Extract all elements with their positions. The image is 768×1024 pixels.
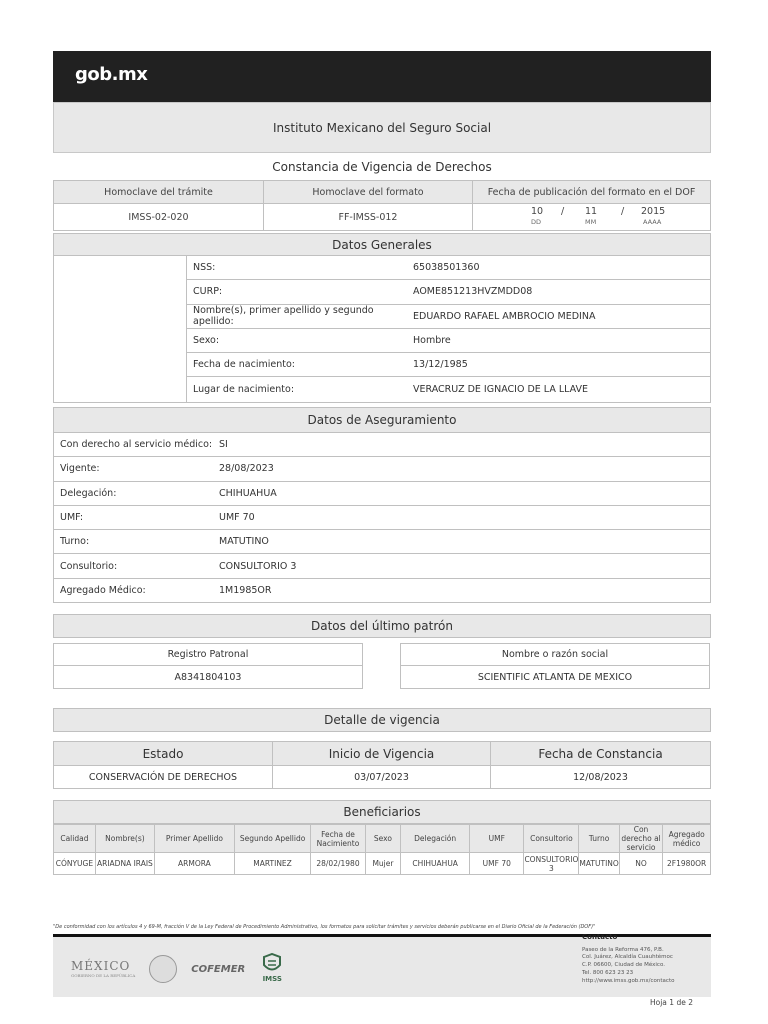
date-mm-label: MM bbox=[585, 218, 597, 226]
mexico-logo-subtitle: GOBIERNO DE LA REPÚBLICA bbox=[71, 973, 136, 978]
value-fecha-constancia: 12/08/2023 bbox=[491, 766, 711, 789]
registro-patronal-value: A8341804103 bbox=[53, 666, 363, 689]
logo-tld: mx bbox=[117, 64, 148, 85]
imss-eagle-icon bbox=[261, 953, 283, 975]
beneficiarios-header-cell: Fecha de Nacimiento bbox=[311, 825, 366, 853]
beneficiarios-cell: MARTINEZ bbox=[234, 853, 310, 875]
header-inicio-vigencia: Inicio de Vigencia bbox=[273, 742, 491, 766]
datos-generales-row bbox=[187, 353, 710, 377]
date-sep-1: / bbox=[561, 206, 565, 217]
photo-area bbox=[54, 256, 187, 402]
field-label: Delegación: bbox=[60, 487, 117, 499]
mexico-seal-icon bbox=[149, 955, 177, 983]
logo-dot: . bbox=[111, 64, 118, 85]
mexico-logo-text: MÉXICO bbox=[71, 959, 131, 973]
field-value: 1M1985OR bbox=[219, 584, 272, 596]
gob-mx-logo[interactable] bbox=[75, 64, 147, 85]
field-value: CHIHUAHUA bbox=[219, 487, 277, 499]
beneficiarios-header-cell: Sexo bbox=[365, 825, 400, 853]
mexico-logo bbox=[71, 960, 135, 978]
datos-aseguramiento-section bbox=[53, 407, 711, 603]
field-value: CONSULTORIO 3 bbox=[219, 560, 297, 572]
beneficiarios-cell: ARMORA bbox=[154, 853, 234, 875]
date-dd: 10 bbox=[531, 206, 544, 217]
beneficiarios-cell: CÓNYUGE bbox=[54, 853, 96, 875]
beneficiarios-cell: UMF 70 bbox=[470, 853, 524, 875]
field-label: UMF: bbox=[60, 512, 84, 524]
datos-generales-row bbox=[187, 280, 710, 304]
detalle-vigencia-title: Detalle de vigencia bbox=[53, 708, 711, 732]
field-value: Hombre bbox=[413, 335, 451, 347]
field-value: VERACRUZ DE IGNACIO DE LA LLAVE bbox=[413, 384, 589, 396]
razon-social-label: Nombre o razón social bbox=[400, 643, 710, 666]
field-value: EDUARDO RAFAEL AMBROCIO MEDINA bbox=[413, 310, 596, 322]
field-label: Nombre(s), primer apellido y segundo apellido: bbox=[193, 305, 374, 328]
footer-logos bbox=[71, 953, 285, 985]
detalle-vigencia-table bbox=[53, 741, 711, 789]
field-label: CURP: bbox=[193, 286, 223, 298]
ultimo-patron-title: Datos del último patrón bbox=[53, 614, 711, 638]
institution-name: Instituto Mexicano del Seguro Social bbox=[272, 120, 492, 135]
header-homoclave-tramite: Homoclave del trámite bbox=[54, 181, 264, 204]
contact-title: Contacto bbox=[582, 933, 618, 941]
contact-block bbox=[582, 933, 710, 985]
cofemer-logo: COFEMER bbox=[191, 963, 246, 975]
field-value: MATUTINO bbox=[219, 536, 269, 548]
contact-line[interactable]: http://www.imss.gob.mx/contacto bbox=[582, 977, 675, 984]
beneficiarios-title: Beneficiarios bbox=[53, 800, 711, 824]
tramite-table bbox=[53, 180, 711, 231]
datos-generales-row bbox=[187, 305, 710, 329]
contact-line: Tel. 800 623 23 23 bbox=[582, 969, 634, 976]
beneficiarios-header-cell: Nombre(s) bbox=[95, 825, 154, 853]
footer bbox=[53, 934, 711, 997]
beneficiarios-header-cell: Agregado médico bbox=[663, 825, 711, 853]
beneficiarios-header-cell: Con derecho al servicio bbox=[619, 825, 662, 853]
field-value: 13/12/1985 bbox=[413, 359, 468, 371]
beneficiarios-header-cell: Primer Apellido bbox=[154, 825, 234, 853]
legal-note: "De conformidad con los artículos 4 y 69-M, fracción V de la Ley Federal de Procedimiento Administrativo, los formatos para solicitar trámites y servicios deberán publicarse en el Diario Oficial de la Federación (DOF)" bbox=[53, 924, 596, 930]
datos-aseguramiento-row bbox=[53, 433, 711, 457]
table-row bbox=[54, 853, 711, 875]
beneficiarios-header-cell: Turno bbox=[579, 825, 619, 853]
value-inicio-vigencia: 03/07/2023 bbox=[273, 766, 491, 789]
imss-logo bbox=[259, 953, 285, 985]
datos-aseguramiento-row bbox=[53, 579, 711, 603]
document-title: Constancia de Vigencia de Derechos bbox=[272, 160, 492, 174]
date-dd-label: DD bbox=[531, 218, 542, 226]
datos-aseguramiento-row bbox=[53, 554, 711, 578]
beneficiarios-table bbox=[53, 824, 711, 875]
datos-generales-row bbox=[187, 377, 710, 401]
date-mm: 11 bbox=[585, 206, 598, 217]
institution-banner bbox=[53, 102, 711, 153]
field-value: 28/08/2023 bbox=[219, 463, 274, 475]
registro-patronal-box bbox=[53, 643, 363, 689]
beneficiarios-cell: MATUTINO bbox=[579, 853, 619, 875]
field-value: AOME851213HVZMDD08 bbox=[413, 286, 533, 298]
field-label: Vigente: bbox=[60, 463, 100, 475]
header-fecha-constancia: Fecha de Constancia bbox=[491, 742, 711, 766]
value-homoclave-formato: FF-IMSS-012 bbox=[264, 204, 473, 231]
datos-generales-row bbox=[187, 329, 710, 353]
datos-aseguramiento-row bbox=[53, 530, 711, 554]
field-label: Agregado Médico: bbox=[60, 584, 146, 596]
datos-aseguramiento-row bbox=[53, 457, 711, 481]
field-label: Consultorio: bbox=[60, 560, 118, 572]
imss-logo-text: IMSS bbox=[262, 975, 282, 983]
header-homoclave-formato: Homoclave del formato bbox=[264, 181, 473, 204]
field-value: UMF 70 bbox=[219, 512, 255, 524]
beneficiarios-header-cell: Consultorio bbox=[524, 825, 579, 853]
contact-line: Col. Juárez, Alcaldía Cuauhtémoc bbox=[582, 954, 673, 961]
field-label: Lugar de nacimiento: bbox=[193, 384, 295, 396]
gob-header-bar bbox=[53, 51, 711, 102]
datos-generales-title: Datos Generales bbox=[53, 233, 711, 256]
beneficiarios-header-cell: UMF bbox=[470, 825, 524, 853]
header-fecha-publicacion: Fecha de publicación del formato en el DOF bbox=[473, 181, 711, 204]
beneficiarios-cell: NO bbox=[619, 853, 662, 875]
beneficiarios-cell: CHIHUAHUA bbox=[401, 853, 470, 875]
datos-aseguramiento-row bbox=[53, 482, 711, 506]
publication-date bbox=[473, 204, 711, 231]
field-label: Sexo: bbox=[193, 335, 220, 347]
date-aaaa: 2015 bbox=[641, 206, 666, 217]
razon-social-value: SCIENTIFIC ATLANTA DE MEXICO bbox=[400, 666, 710, 689]
field-value: SI bbox=[219, 439, 228, 451]
field-label: Fecha de nacimiento: bbox=[193, 359, 295, 371]
beneficiarios-cell: 2F1980OR bbox=[663, 853, 711, 875]
registro-patronal-label: Registro Patronal bbox=[53, 643, 363, 666]
header-estado: Estado bbox=[54, 742, 273, 766]
beneficiarios-cell: Mujer bbox=[365, 853, 400, 875]
datos-aseguramiento-title: Datos de Aseguramiento bbox=[53, 407, 711, 433]
beneficiarios-header-cell: Segundo Apellido bbox=[234, 825, 310, 853]
beneficiarios-header-cell: Calidad bbox=[54, 825, 96, 853]
contact-line: C.P. 06600, Ciudad de México. bbox=[582, 962, 665, 969]
datos-generales-section bbox=[53, 233, 711, 403]
logo-brand: gob bbox=[75, 64, 112, 85]
date-aaaa-label: AAAA bbox=[643, 218, 662, 226]
value-estado: CONSERVACIÓN DE DERECHOS bbox=[54, 766, 273, 789]
date-sep-2: / bbox=[621, 206, 625, 217]
value-homoclave-tramite: IMSS-02-020 bbox=[54, 204, 264, 231]
field-label: Con derecho al servicio médico: bbox=[60, 439, 213, 451]
field-value: 65038501360 bbox=[413, 262, 480, 274]
beneficiarios-cell: 28/02/1980 bbox=[311, 853, 366, 875]
contact-line: Paseo de la Reforma 476, P.B. bbox=[582, 946, 664, 953]
beneficiarios-header-cell: Delegación bbox=[401, 825, 470, 853]
beneficiarios-cell: CONSULTORIO 3 bbox=[524, 854, 579, 873]
field-label: Turno: bbox=[60, 536, 90, 548]
beneficiarios-cell: ARIADNA IRAIS bbox=[95, 853, 154, 875]
field-label: NSS: bbox=[193, 262, 216, 274]
datos-generales-row bbox=[187, 256, 710, 280]
datos-aseguramiento-row bbox=[53, 506, 711, 530]
page-number: Hoja 1 de 2 bbox=[650, 998, 693, 1007]
razon-social-box bbox=[400, 643, 710, 689]
